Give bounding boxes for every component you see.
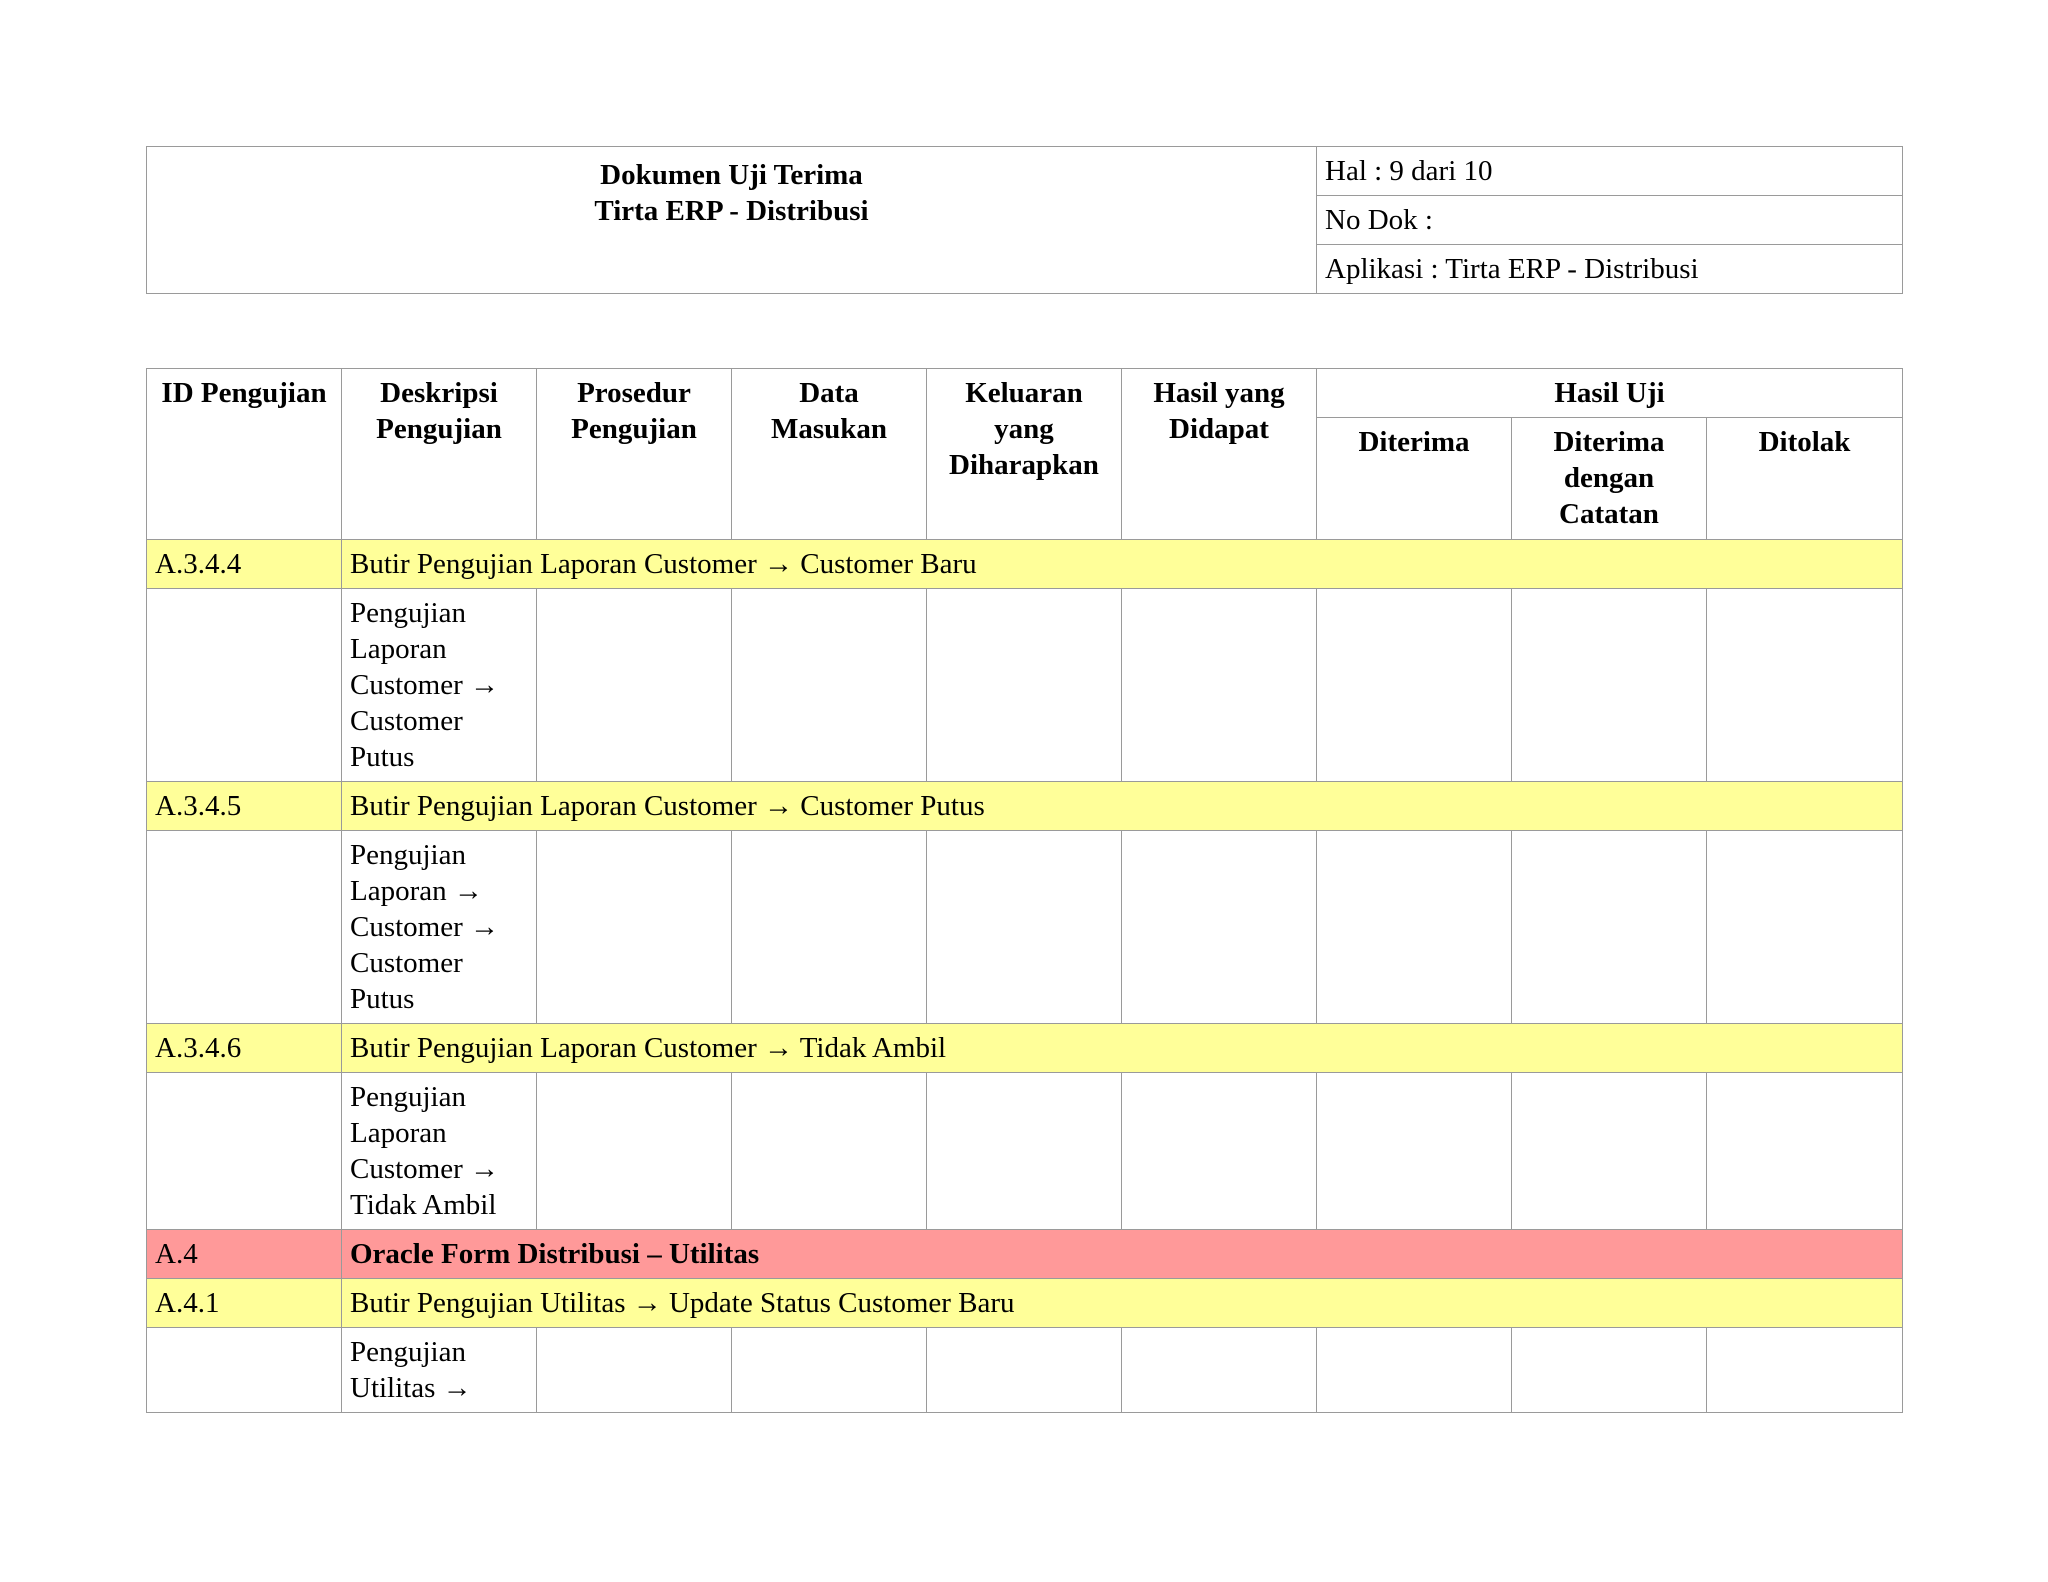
- cell-expected: [927, 1073, 1122, 1230]
- cell-input: [732, 1073, 927, 1230]
- col-header-accepted-notes: Diterima dengan Catatan: [1512, 418, 1707, 540]
- cell-procedure: [537, 1073, 732, 1230]
- cell-accepted: [1317, 831, 1512, 1024]
- description-line: Customer: [350, 947, 463, 979]
- cell-accepted-notes: [1512, 1328, 1707, 1413]
- row-id: A.3.4.6: [147, 1024, 342, 1073]
- cell-rejected: [1707, 1073, 1903, 1230]
- document-header: [146, 146, 1903, 294]
- cell-description: [342, 1073, 537, 1230]
- cell-accepted-notes: [1512, 589, 1707, 782]
- cell-actual: [1122, 589, 1317, 782]
- description-line: Customer →: [350, 911, 500, 943]
- application-name: Aplikasi : Tirta ERP - Distribusi: [1317, 245, 1903, 294]
- row-id: A.3.4.5: [147, 782, 342, 831]
- cell-input: [732, 589, 927, 782]
- cell-description: [342, 589, 537, 782]
- table-row-group: [147, 1279, 1903, 1328]
- description-line: Putus: [350, 741, 415, 773]
- description-line: Utilitas →: [350, 1372, 472, 1404]
- col-header-description: Deskripsi Pengujian: [342, 369, 537, 540]
- col-header-id: ID Pengujian: [147, 369, 342, 540]
- cell-expected: [927, 1328, 1122, 1413]
- description-line: Tidak Ambil: [350, 1189, 497, 1221]
- row-label: Oracle Form Distribusi – Utilitas: [342, 1230, 1903, 1279]
- row-label: Butir Pengujian Laporan Customer → Tidak Ambil: [342, 1024, 1903, 1073]
- description-line: Laporan: [350, 633, 447, 665]
- table-row-group: [147, 782, 1903, 831]
- test-table: [146, 368, 1903, 1413]
- cell-id: [147, 589, 342, 782]
- document-title: [147, 147, 1317, 294]
- cell-procedure: [537, 1328, 732, 1413]
- cell-accepted: [1317, 1328, 1512, 1413]
- cell-rejected: [1707, 589, 1903, 782]
- document-title-line1: Dokumen Uji Terima: [600, 159, 863, 191]
- col-header-procedure: Prosedur Pengujian: [537, 369, 732, 540]
- cell-rejected: [1707, 1328, 1903, 1413]
- description-line: Putus: [350, 983, 415, 1015]
- cell-input: [732, 1328, 927, 1413]
- description-line: Pengujian: [350, 1081, 466, 1113]
- description-line: Customer →: [350, 669, 500, 701]
- cell-procedure: [537, 831, 732, 1024]
- cell-procedure: [537, 589, 732, 782]
- row-id: A.3.4.4: [147, 540, 342, 589]
- cell-rejected: [1707, 831, 1903, 1024]
- description-line: Pengujian: [350, 597, 466, 629]
- table-row-detail: [147, 831, 1903, 1024]
- description-line: Laporan →: [350, 875, 483, 907]
- document-number: No Dok :: [1317, 196, 1903, 245]
- description-line: Laporan: [350, 1117, 447, 1149]
- page-number: Hal : 9 dari 10: [1317, 147, 1903, 196]
- cell-id: [147, 1073, 342, 1230]
- cell-accepted-notes: [1512, 831, 1707, 1024]
- cell-actual: [1122, 831, 1317, 1024]
- description-line: Pengujian: [350, 839, 466, 871]
- cell-description: [342, 1328, 537, 1413]
- cell-actual: [1122, 1328, 1317, 1413]
- cell-accepted: [1317, 589, 1512, 782]
- col-header-rejected: Ditolak: [1707, 418, 1903, 540]
- description-line: Pengujian: [350, 1336, 466, 1368]
- cell-input: [732, 831, 927, 1024]
- table-row-section: [147, 1230, 1903, 1279]
- table-row-group: [147, 540, 1903, 589]
- table-row-detail: [147, 1073, 1903, 1230]
- row-id: A.4.1: [147, 1279, 342, 1328]
- row-label: Butir Pengujian Utilitas → Update Status Customer Baru: [342, 1279, 1903, 1328]
- cell-expected: [927, 831, 1122, 1024]
- cell-description: [342, 831, 537, 1024]
- col-header-actual: Hasil yang Didapat: [1122, 369, 1317, 540]
- col-header-accepted: Diterima: [1317, 418, 1512, 540]
- description-line: Customer: [350, 705, 463, 737]
- table-row-detail: [147, 1328, 1903, 1413]
- cell-actual: [1122, 1073, 1317, 1230]
- cell-expected: [927, 589, 1122, 782]
- cell-accepted-notes: [1512, 1073, 1707, 1230]
- col-header-input: Data Masukan: [732, 369, 927, 540]
- table-row-group: [147, 1024, 1903, 1073]
- col-header-expected: Keluaran yang Diharapkan: [927, 369, 1122, 540]
- row-id: A.4: [147, 1230, 342, 1279]
- cell-id: [147, 1328, 342, 1413]
- row-label: Butir Pengujian Laporan Customer → Customer Putus: [342, 782, 1903, 831]
- row-label: Butir Pengujian Laporan Customer → Customer Baru: [342, 540, 1903, 589]
- document-title-line2: Tirta ERP - Distribusi: [594, 195, 869, 227]
- cell-accepted: [1317, 1073, 1512, 1230]
- cell-id: [147, 831, 342, 1024]
- table-body: [147, 540, 1903, 1413]
- col-header-result-group: Hasil Uji: [1317, 369, 1903, 418]
- description-line: Customer →: [350, 1153, 500, 1185]
- table-row-detail: [147, 589, 1903, 782]
